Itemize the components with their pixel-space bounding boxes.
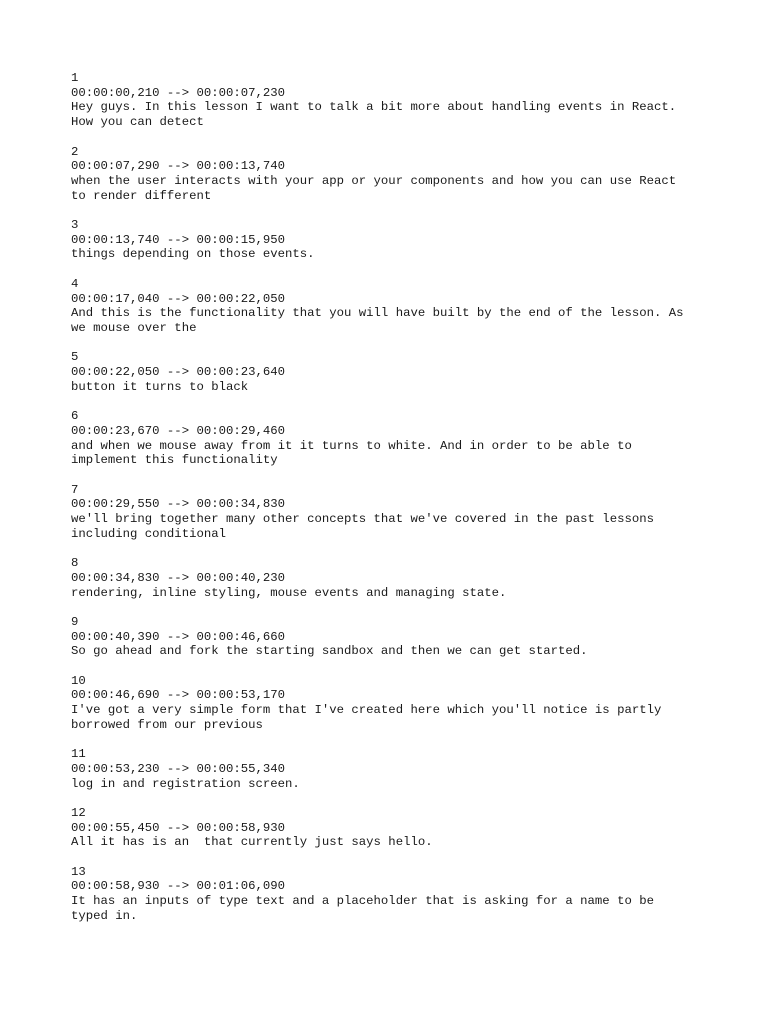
cue-text-line: log in and registration screen. (71, 776, 300, 791)
cue-text-line: It has an inputs of type text and a placeholder that is asking for a name to be (71, 894, 654, 909)
cue-text-line: we mouse over the (71, 320, 197, 335)
cue-text-line: How you can detect (71, 115, 204, 130)
subtitle-document (71, 71, 731, 938)
cue-text-line: All it has is an that currently just says hello. (71, 835, 433, 850)
cue-text-line: implement this functionality (71, 453, 278, 468)
cue-text-line: we'll bring together many other concepts that we've covered in the past lessons (71, 512, 654, 526)
cue-index: 7 (71, 482, 79, 497)
cue-timing: 00:00:07,290 --> 00:00:13,740 (71, 159, 286, 174)
cue-timing: 00:00:34,830 --> 00:00:40,230 (71, 570, 286, 585)
subtitle-cue (71, 615, 731, 659)
cue-timing: 00:00:23,670 --> 00:00:29,460 (71, 423, 286, 438)
cue-timing: 00:00:29,550 --> 00:00:34,830 (71, 497, 286, 512)
cue-index: 5 (71, 350, 79, 365)
cue-index: 4 (71, 276, 79, 291)
cue-index: 9 (71, 614, 79, 629)
subtitle-cue (71, 218, 731, 262)
cue-index: 1 (71, 71, 79, 85)
subtitle-cue (71, 483, 731, 542)
subtitle-cue (71, 277, 731, 336)
cue-text-line: And this is the functionality that you will have built by the end of the lesson. As (71, 306, 684, 321)
subtitle-cue (71, 145, 731, 204)
cue-timing: 00:00:46,690 --> 00:00:53,170 (71, 688, 286, 703)
subtitle-cue (71, 806, 731, 850)
cue-text-line: button it turns to black (71, 379, 249, 394)
cue-index: 10 (71, 673, 86, 688)
cue-index: 11 (71, 747, 86, 762)
cue-text-line: when the user interacts with your app or your components and how you can use React (71, 173, 677, 188)
subtitle-cue (71, 409, 731, 468)
cue-text-line: things depending on those events. (71, 247, 315, 262)
cue-timing: 00:00:53,230 --> 00:00:55,340 (71, 761, 286, 776)
cue-timing: 00:00:00,210 --> 00:00:07,230 (71, 85, 286, 100)
subtitle-cue (71, 556, 731, 600)
cue-text-line: I've got a very simple form that I've created here which you'll notice is partly (71, 703, 662, 718)
cue-text-line: borrowed from our previous (71, 717, 263, 732)
cue-index: 13 (71, 864, 86, 879)
subtitle-cue (71, 674, 731, 733)
cue-text-line: including conditional (71, 526, 226, 541)
subtitle-cue (71, 747, 731, 791)
cue-timing: 00:00:13,740 --> 00:00:15,950 (71, 232, 286, 247)
cue-index: 2 (71, 144, 79, 159)
subtitle-cue (71, 350, 731, 394)
cue-timing: 00:00:58,930 --> 00:01:06,090 (71, 879, 286, 894)
cue-timing: 00:00:17,040 --> 00:00:22,050 (71, 291, 286, 306)
cue-index: 12 (71, 805, 86, 820)
cue-index: 3 (71, 218, 79, 232)
subtitle-cue (71, 71, 731, 130)
cue-index: 8 (71, 556, 79, 571)
subtitle-cue (71, 865, 731, 924)
cue-timing: 00:00:40,390 --> 00:00:46,660 (71, 629, 286, 644)
cue-index: 6 (71, 409, 79, 424)
cue-text-line: typed in. (71, 908, 138, 923)
cue-timing: 00:00:55,450 --> 00:00:58,930 (71, 820, 286, 835)
cue-text-line: and when we mouse away from it it turns to white. And in order to be able to (71, 438, 632, 453)
cue-text-line: rendering, inline styling, mouse events and managing state. (71, 585, 507, 600)
cue-text-line: Hey guys. In this lesson I want to talk a bit more about handling events in React. (71, 100, 677, 115)
cue-timing: 00:00:22,050 --> 00:00:23,640 (71, 365, 286, 379)
cue-text-line: So go ahead and fork the starting sandbox and then we can get started. (71, 644, 588, 659)
cue-text-line: to render different (71, 188, 212, 203)
